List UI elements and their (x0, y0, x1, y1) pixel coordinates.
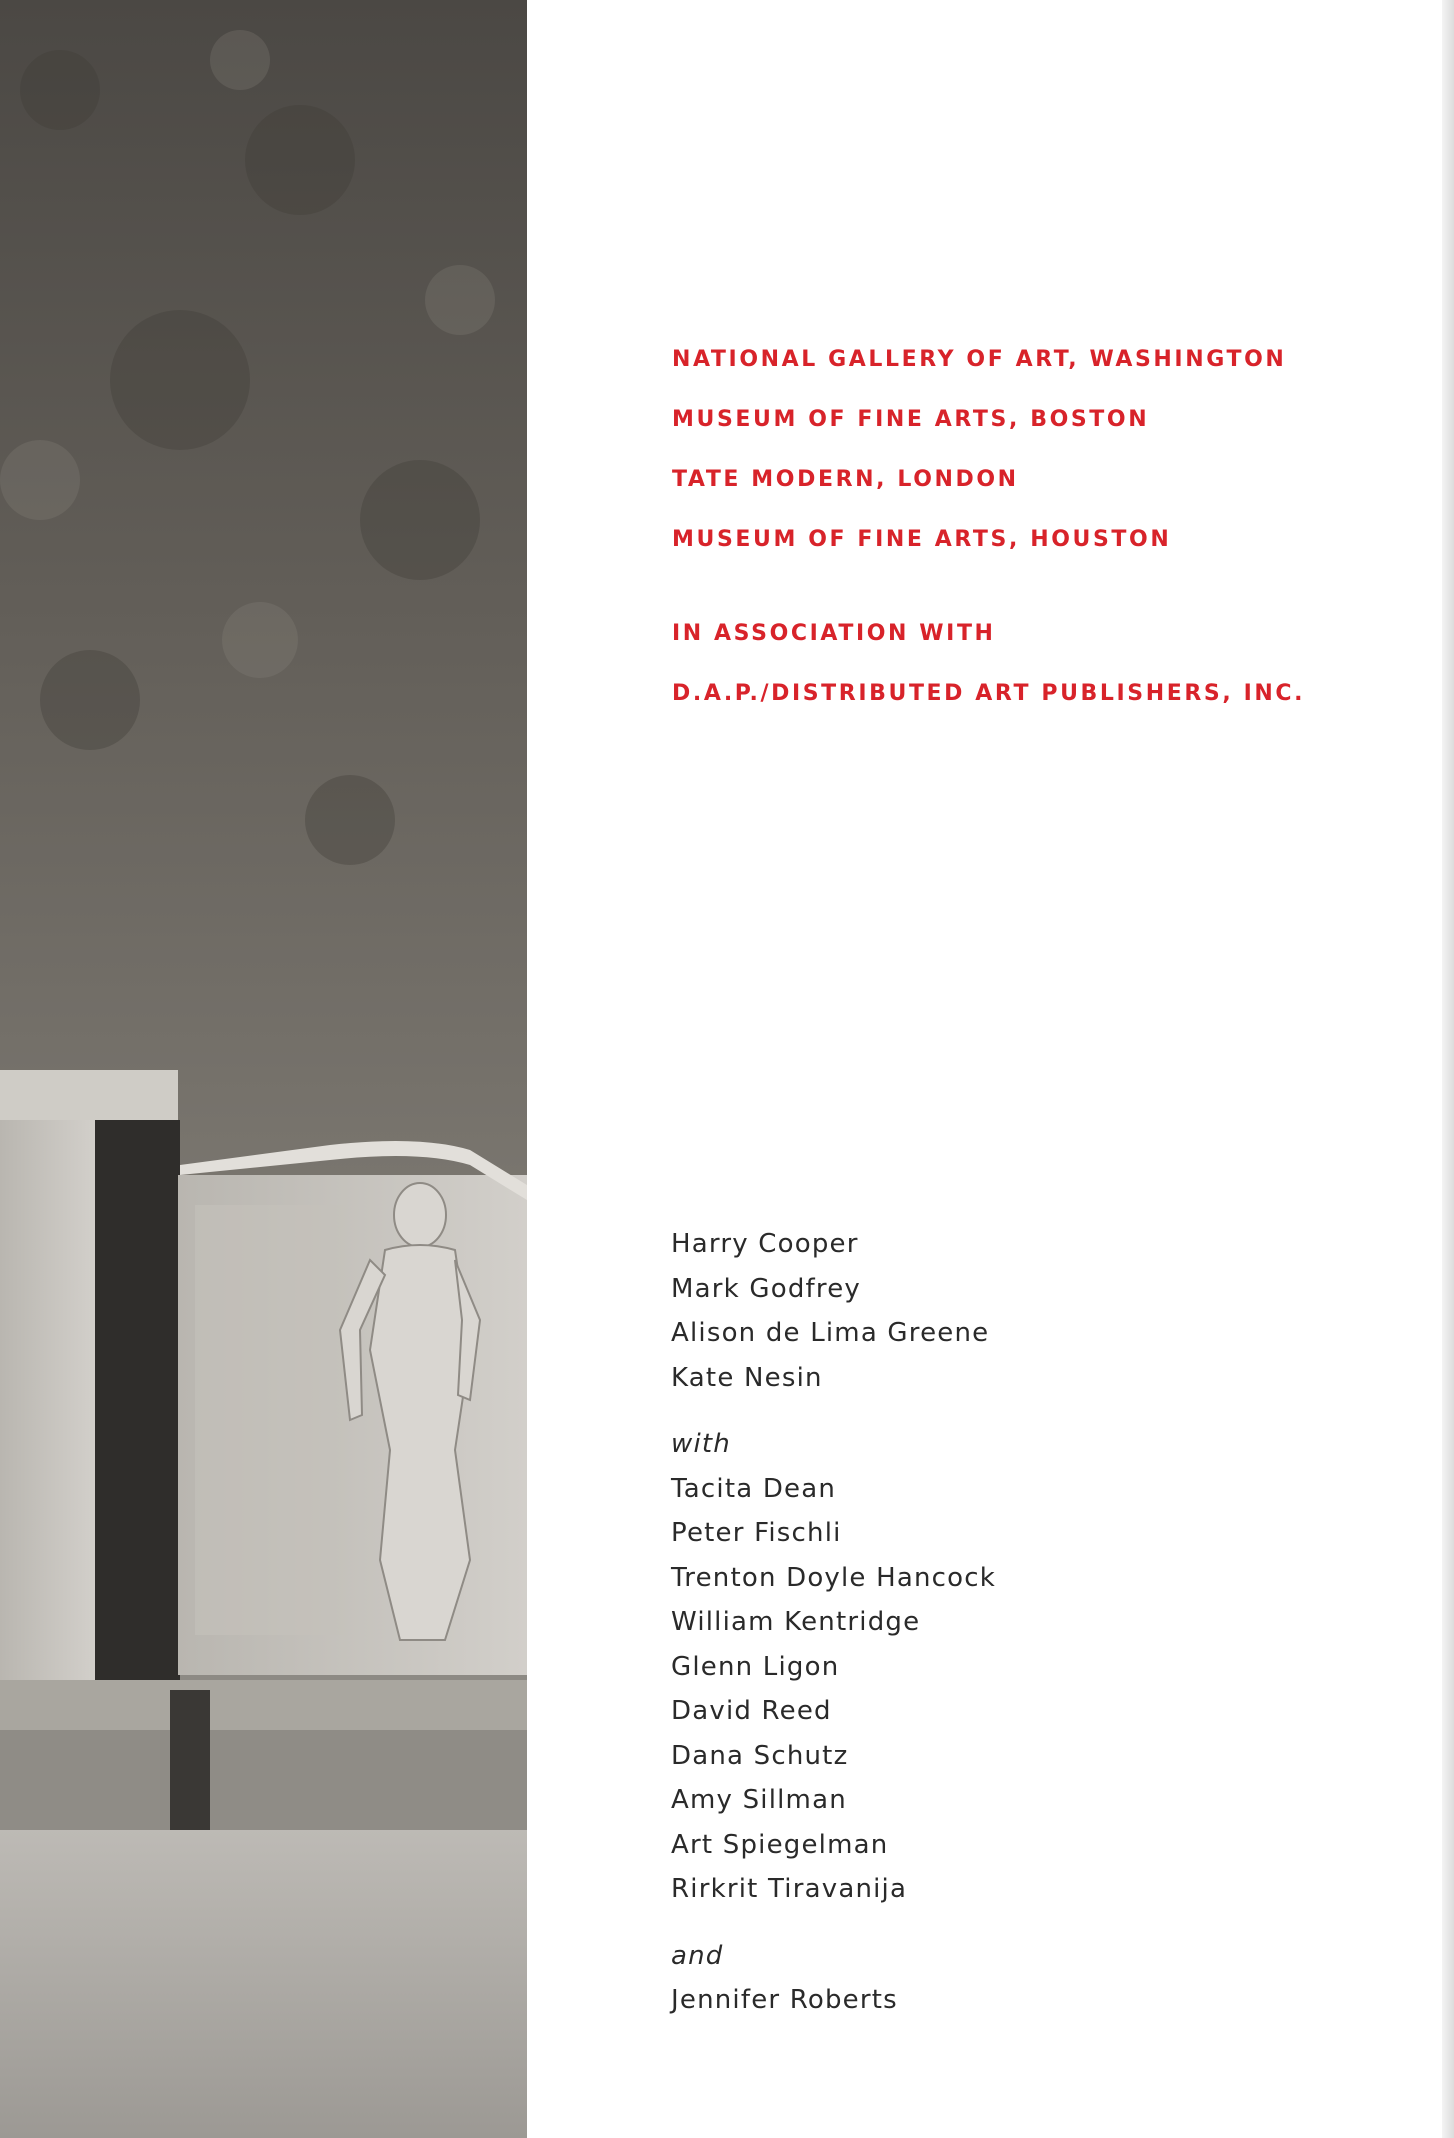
publisher-list (672, 340, 1372, 734)
relief-sculpture-photo (0, 0, 527, 2138)
contributor-name: Trenton Doyle Hancock (671, 1562, 997, 1593)
contributor-name: William Kentridge (671, 1607, 921, 1637)
author-name: Harry Cooper (671, 1229, 859, 1259)
page-edge-shadow (1442, 0, 1454, 2138)
author-name: Kate Nesin (671, 1362, 823, 1393)
author-name: Alison de Lima Greene (671, 1318, 990, 1348)
with-label: with (671, 1429, 731, 1459)
contributor-name: Art Spiegelman (671, 1829, 889, 1860)
cover-photograph (0, 0, 527, 2138)
author-list (671, 1222, 1271, 2023)
institution-mfa-houston: MUSEUM OF FINE ARTS, HOUSTON (672, 527, 1172, 552)
contributor-name: Tacita Dean (671, 1473, 837, 1504)
association-label: IN ASSOCIATION WITH (672, 621, 996, 646)
and-label: and (671, 1940, 724, 1971)
author-name: Mark Godfrey (671, 1273, 861, 1304)
association-partner: D.A.P./DISTRIBUTED ART PUBLISHERS, INC. (672, 681, 1306, 706)
contributor-name: Dana Schutz (671, 1740, 849, 1771)
contributor-name: David Reed (671, 1696, 832, 1726)
contributor-name: Amy Sillman (671, 1785, 847, 1815)
contributor-name: Rirkrit Tiravanija (671, 1874, 908, 1904)
institution-mfa-boston: MUSEUM OF FINE ARTS, BOSTON (672, 407, 1150, 432)
institution-national-gallery: NATIONAL GALLERY OF ART, WASHINGTON (672, 347, 1287, 372)
institution-tate-modern: TATE MODERN, LONDON (672, 467, 1019, 492)
final-author-name: Jennifer Roberts (671, 1985, 898, 2015)
contributor-name: Peter Fischli (671, 1518, 842, 1548)
contributor-name: Glenn Ligon (671, 1651, 840, 1682)
